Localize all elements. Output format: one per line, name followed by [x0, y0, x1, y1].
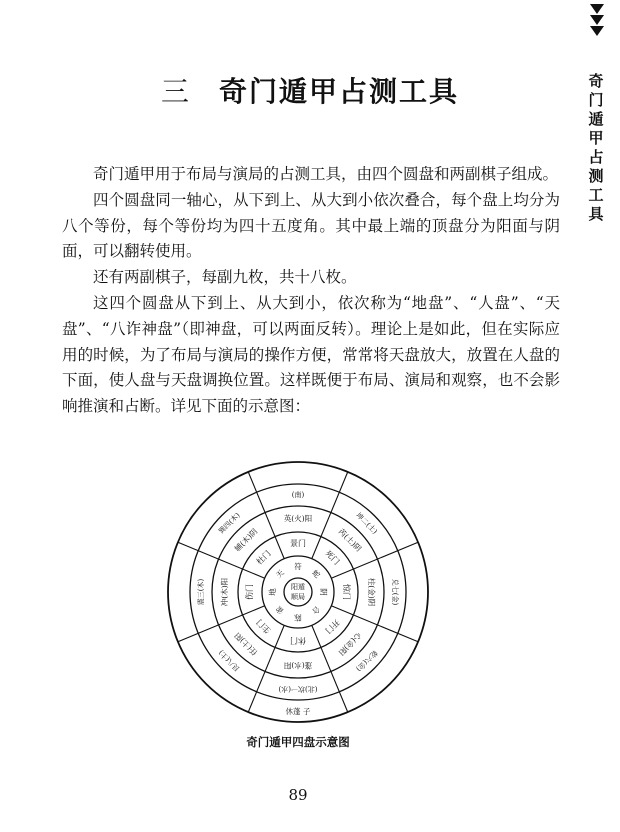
- sector-divider: [331, 606, 418, 642]
- palace-label: (北)坎一(水): [278, 685, 318, 693]
- door-label: 开门: [323, 617, 342, 636]
- body-text: [62, 162, 560, 420]
- triangle-marker-icon: [590, 26, 604, 36]
- star-label: 英(火)阳: [283, 514, 313, 523]
- sector-divider: [178, 606, 265, 642]
- door-label: 生门: [254, 617, 273, 636]
- inner-ring-label: 地: [268, 588, 277, 596]
- star-label: 蓬(水)阳: [283, 661, 313, 670]
- sector-divider: [248, 472, 284, 559]
- sector-divider: [312, 472, 348, 559]
- palace-label: 巽四(木): [217, 511, 242, 536]
- star-label: 任(土)阳: [232, 630, 260, 658]
- diagram-caption: 奇门遁甲四盘示意图: [246, 735, 350, 749]
- door-label: 死门: [323, 548, 342, 567]
- page-number: 89: [288, 786, 308, 804]
- inner-ring-label: 陈: [294, 613, 302, 622]
- paragraph: 这四个圆盘从下到上、从大到小，依次称为“地盘”、“人盘”、“天盘”、“八诈神盘”（即神盘，可以两面反转）。理论上是如此，但在实际应用的时候，为了布局与演局的操作方便，常常将天盘放大，放置在人盘的下面，使人盘与天盘调换位置。这样既便于布局、演局和观察，也不会影响推演和占断。详见下面的示意图：: [62, 293, 560, 416]
- inner-ring-label: 蛇: [310, 568, 322, 580]
- inner-ring-label: 雀: [274, 604, 286, 616]
- inner-ring-label: 阴: [319, 588, 328, 596]
- star-label: 辅(木)阴: [232, 526, 260, 554]
- palace-label: 兑七(金): [391, 578, 399, 606]
- outer-sector-label: 休蓬 子: [285, 707, 311, 716]
- inner-ring-label: 符: [294, 562, 302, 571]
- four-plate-diagram: [166, 460, 430, 724]
- chapter-title-text: 奇门遁甲占测工具: [219, 75, 460, 108]
- sector-divider: [331, 542, 418, 578]
- star-label: 芮(土)阴: [336, 526, 364, 554]
- palace-label: 震三(木): [197, 578, 205, 606]
- palace-label: 坤二(土): [354, 511, 379, 536]
- center-label: 顺局: [291, 593, 305, 601]
- door-label: 杜门: [254, 548, 273, 567]
- inner-ring-label: 天: [274, 568, 286, 580]
- plate-ring: [238, 532, 358, 652]
- triangle-marker-icon: [590, 4, 604, 14]
- door-label: 休门: [290, 636, 306, 645]
- page-markers: [586, 4, 608, 37]
- sector-divider: [178, 542, 265, 578]
- star-label: 冲(木)阳: [220, 577, 229, 607]
- paragraph: 四个圆盘同一轴心，从下到上、从大到小依次叠合，每个盘上均分为八个等份，每个等份均为四十五度角。其中最上端的顶盘分为阳面与阴面，可以翻转使用。: [62, 190, 560, 261]
- chapter-title: [0, 70, 620, 110]
- side-running-title: 奇门遁甲占测工具: [588, 72, 604, 223]
- sector-divider: [248, 625, 284, 712]
- door-label: 惊门: [342, 584, 351, 600]
- palace-label: (南): [291, 491, 305, 499]
- star-label: 心(金)阳: [336, 630, 364, 658]
- sector-divider: [312, 625, 348, 712]
- inner-ring-label: 合: [310, 604, 322, 616]
- paragraph: 还有两副棋子，每副九枚，共十八枚。: [93, 268, 357, 287]
- triangle-marker-icon: [590, 15, 604, 25]
- four-plate-svg: [166, 460, 430, 724]
- chapter-number: 三: [160, 75, 191, 108]
- paragraph: 奇门遁甲用于布局与演局的占测工具，由四个圆盘和两副棋子组成。: [93, 165, 559, 183]
- star-label: 柱(金)阴: [367, 577, 376, 607]
- door-label: 景门: [290, 539, 306, 548]
- palace-label: 乾六(金): [354, 648, 379, 673]
- plate-ring: [168, 462, 428, 722]
- door-label: 伤门: [245, 584, 254, 600]
- palace-label: 艮八(土): [217, 648, 242, 673]
- center-label: 阳遁: [291, 583, 305, 591]
